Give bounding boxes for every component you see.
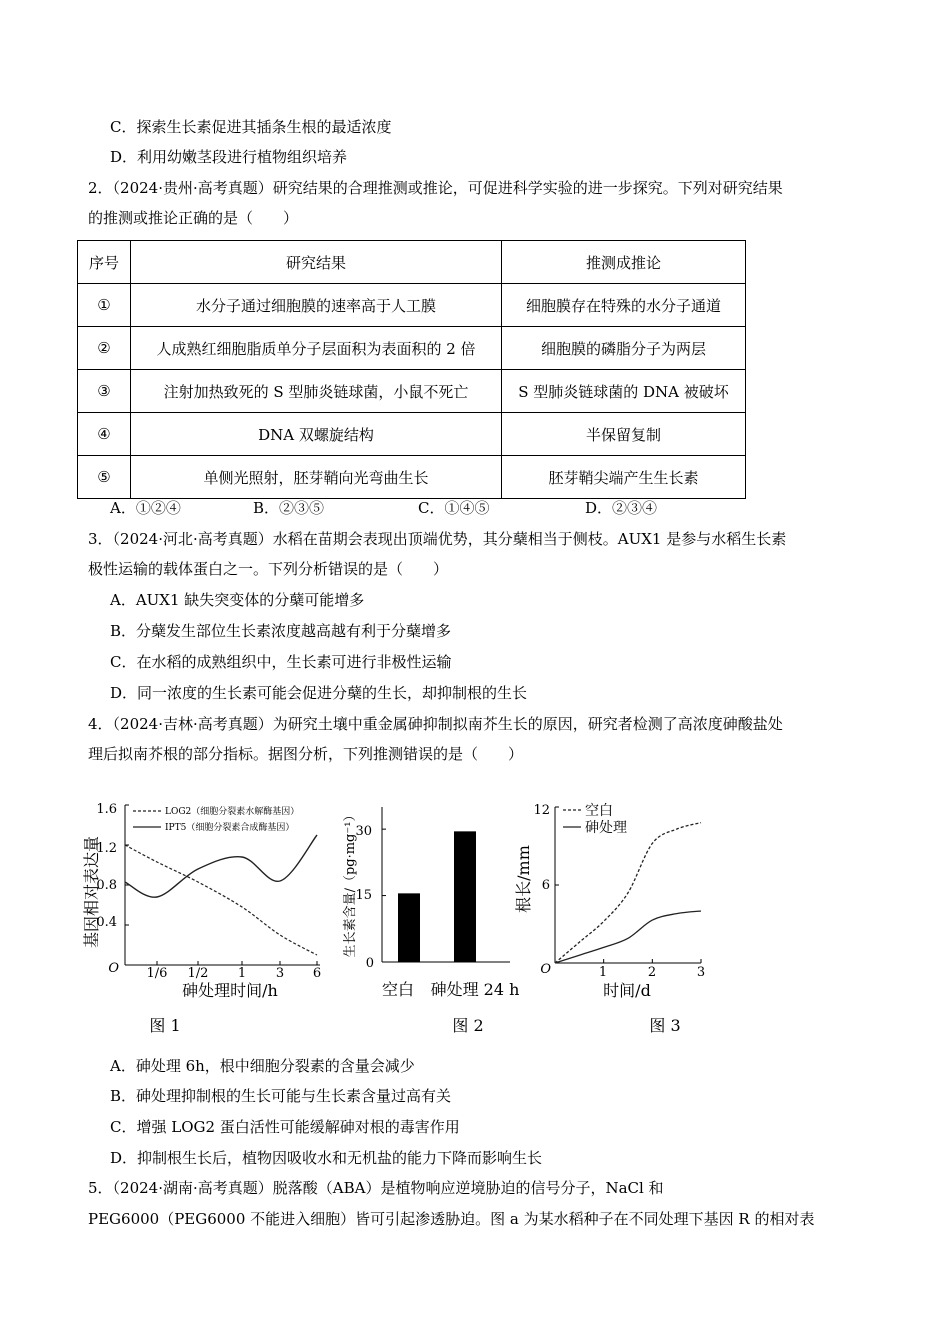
y-tick: 0.4 [96, 915, 117, 930]
q4-option-b: B．砷处理抑制根的生长可能与生长素含量过高有关 [110, 1087, 452, 1105]
series-line-blank [555, 823, 701, 963]
bar-arsenic [454, 831, 476, 962]
figure-3-caption: 图 3 [649, 1016, 681, 1035]
row-num: ④ [78, 413, 131, 456]
series-line-log2 [125, 845, 317, 955]
y-tick: 15 [355, 888, 372, 903]
y-tick: 0.8 [96, 878, 117, 893]
table-row [78, 327, 746, 370]
q2-stem-line2: 的推测或推论正确的是（ ） [88, 209, 299, 227]
q1-option-c: C．探索生长素促进其插条生根的最适浓度 [110, 118, 392, 136]
series-line-arsenic [555, 911, 701, 963]
q4-option-a: A．砷处理 6h，根中细胞分裂素的含量会减少 [110, 1057, 415, 1075]
x-tick: 6 [312, 966, 322, 981]
table-row [78, 284, 746, 327]
q3-stem-line2: 极性运输的载体蛋白之一。下列分析错误的是（ ） [88, 560, 449, 578]
q1-option-d: D．利用幼嫩茎段进行植物组织培养 [110, 148, 348, 166]
q3-option-c: C．在水稻的成熟组织中，生长素可进行非极性运输 [110, 653, 452, 671]
q3-option-d: D．同一浓度的生长素可能会促进分蘖的生长，却抑制根的生长 [110, 684, 528, 702]
row-result: DNA 双螺旋结构 [131, 413, 502, 456]
origin-label: O [540, 962, 551, 977]
q5-stem-line1: 5．（2024·湖南·高考真题）脱落酸（ABA）是植物响应逆境胁迫的信号分子，NaCl 和 [88, 1179, 664, 1197]
y-tick: 1.2 [96, 841, 117, 856]
x-tick: 3 [275, 966, 285, 981]
row-num: ② [78, 327, 131, 370]
figure-2-plot [382, 807, 510, 962]
series-line-ipt5 [125, 835, 317, 897]
row-result: 注射加热致死的 S 型肺炎链球菌，小鼠不死亡 [131, 370, 502, 413]
q2-choice-b: B．②③⑤ [253, 499, 325, 517]
q4-option-c: C．增强 LOG2 蛋白活性可能缓解砷对根的毒害作用 [110, 1118, 460, 1136]
origin-label: 0 [365, 956, 374, 971]
y-tick: 6 [541, 878, 550, 893]
x-tick: 1 [237, 966, 247, 981]
table-row [78, 456, 746, 499]
table-header-row [78, 241, 746, 284]
header-result: 研究结果 [131, 241, 502, 284]
q3-option-b: B．分蘖发生部位生长素浓度越高越有利于分蘖增多 [110, 622, 452, 640]
origin-label: O [108, 961, 119, 976]
row-inference: 胚芽鞘尖端产生生长素 [502, 456, 746, 499]
y-tick: 1.6 [96, 802, 117, 817]
q4-stem-line1: 4．（2024·吉林·高考真题）为研究土壤中重金属砷抑制拟南芥生长的原因，研究者检测了高浓度砷酸盐处 [88, 715, 783, 733]
row-num: ⑤ [78, 456, 131, 499]
row-inference: 半保留复制 [502, 413, 746, 456]
header-inference: 推测成推论 [502, 241, 746, 284]
y-tick: 30 [355, 824, 372, 839]
header-num: 序号 [78, 241, 131, 284]
figure-3-chart [505, 795, 720, 1040]
q3-option-a: A．AUX1 缺失突变体的分蘖可能增多 [110, 591, 365, 609]
x-tick: 1/2 [187, 966, 209, 981]
table-row [78, 413, 746, 456]
x-tick: 2 [647, 965, 657, 980]
legend-arsenic: 砷处理 [585, 820, 627, 836]
q4-option-d: D．抑制根生长后，植物因吸收水和无机盐的能力下降而影响生长 [110, 1149, 543, 1167]
y-axis-label: 根长/mm [514, 845, 533, 913]
row-result: 水分子通过细胞膜的速率高于人工膜 [131, 284, 502, 327]
row-num: ③ [78, 370, 131, 413]
y-tick: 12 [533, 803, 550, 818]
x-tick: 1 [598, 965, 608, 980]
q4-stem-line2: 理后拟南芥根的部分指标。据图分析，下列推测错误的是（ ） [88, 745, 524, 763]
figure-3-plot [555, 807, 701, 963]
y-axis-label: 基因相对表达量 [82, 835, 101, 949]
q2-choice-d: D．②③④ [585, 499, 658, 517]
x-axis-label: 时间/d [603, 981, 651, 1000]
q2-choice-a: A．①②④ [110, 499, 181, 517]
q2-choice-c: C．①④⑤ [418, 499, 490, 517]
figure-1-chart [82, 795, 330, 1040]
legend-blank: 空白 [585, 803, 613, 819]
legend-log2: LOG2（细胞分裂素水解酶基因） [165, 807, 300, 817]
row-inference: 细胞膜存在特殊的水分子通道 [502, 284, 746, 327]
figure-2-caption: 图 2 [452, 1016, 484, 1035]
x-tick: 1/6 [146, 966, 168, 981]
row-inference: S 型肺炎链球菌的 DNA 被破坏 [502, 370, 746, 413]
y-axis-label: 生长素含量/（pg·mg⁻¹） [343, 808, 358, 958]
q3-stem-line1: 3．（2024·河北·高考真题）水稻在苗期会表现出顶端优势，其分蘖相当于侧枝。AUX1 是参与水稻生长素 [88, 530, 787, 548]
legend-ipt5: IPT5（细胞分裂素合成酶基因） [165, 823, 295, 833]
bar-blank [398, 893, 420, 962]
q2-stem-line1: 2．（2024·贵州·高考真题）研究结果的合理推测或推论，可促进科学实验的进一步探究。下列对研究结果 [88, 179, 783, 197]
research-results-table [77, 240, 746, 499]
row-inference: 细胞膜的磷脂分子为两层 [502, 327, 746, 370]
row-num: ① [78, 284, 131, 327]
table-row [78, 370, 746, 413]
x-tick: 3 [696, 965, 706, 980]
x-axis-label: 砷处理时间/h [182, 981, 278, 1000]
q5-stem-line2: PEG6000（PEG6000 不能进入细胞）皆可引起渗透胁迫。图 a 为某水稻种子在不同处理下基因 R 的相对表 [88, 1210, 815, 1228]
row-result: 人成熟红细胞脂质单分子层面积为表面积的 2 倍 [131, 327, 502, 370]
x-tick: 空白 [381, 980, 415, 999]
row-result: 单侧光照射，胚芽鞘向光弯曲生长 [131, 456, 502, 499]
figure-1-caption: 图 1 [149, 1016, 181, 1035]
x-tick: 砷处理 24 h [430, 980, 520, 999]
